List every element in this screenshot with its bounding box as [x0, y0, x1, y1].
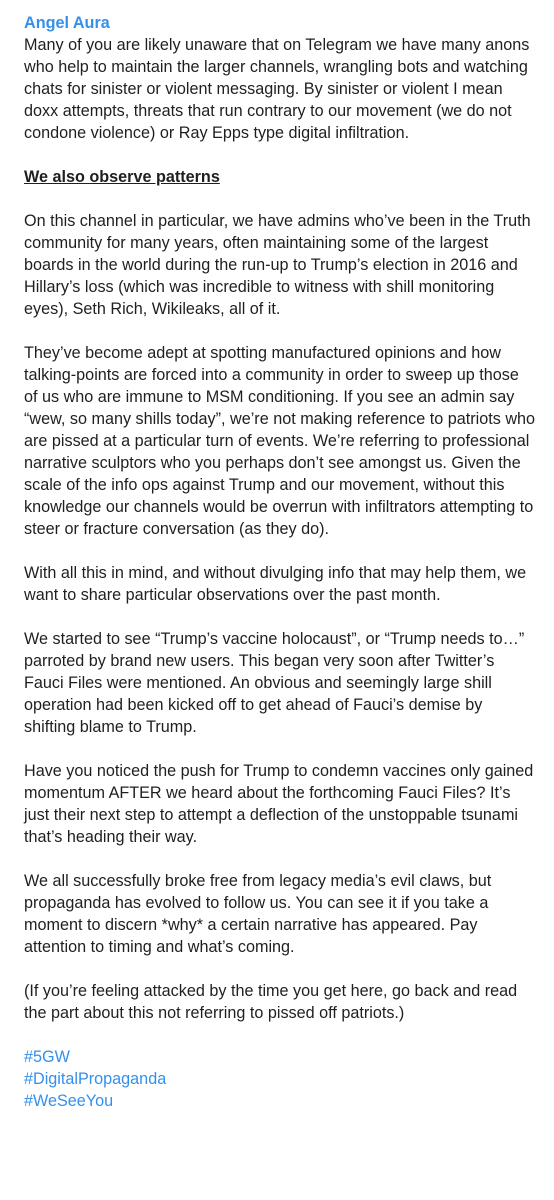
message-bubble: [24, 12, 536, 1112]
body-paragraph-6: We all successfully broke free from legacy media’s evil claws, but propaganda has evolved to follow us. You can see it if you take a moment to discern *why* a certain narrative has appeared. Pay attention to timing and what’s coming.: [24, 872, 492, 956]
section-heading: We also observe patterns: [24, 168, 220, 186]
intro-paragraph: Many of you are likely unaware that on Telegram we have many anons who help to maintain the larger channels, wrangling bots and watching chats for sinister or violent messaging. By sinister or violent I mean doxx attempts, threats that run contrary to our movement (we do not condone violence) or Ray Epps type digital infiltration.: [24, 36, 530, 142]
author-name[interactable]: Angel Aura: [24, 14, 110, 32]
body-paragraph-7: (If you’re feeling attacked by the time you get here, go back and read the part about this not referring to pissed off patriots.): [24, 982, 518, 1022]
body-paragraph-2: They’ve become adept at spotting manufactured opinions and how talking-points are forced into a community in order to sweep up those of us who are immune to MSM conditioning. If you see an admin say “wew, so many shills today”, we’re not making reference to patriots who are pissed at a particular turn of events. We’re referring to professional narrative sculptors who you perhaps don’t see amongst us. Given the scale of the info ops against Trump and our movement, without this knowledge our channels would be overrun with infiltrators attempting to steer or fracture conversation (as they do).: [24, 344, 536, 538]
hashtag-link[interactable]: #WeSeeYou: [24, 1092, 114, 1110]
hashtag-link[interactable]: #DigitalPropaganda: [24, 1070, 167, 1088]
body-paragraph-1: On this channel in particular, we have admins who’ve been in the Truth community for many years, often maintaining some of the largest boards in the world during the run-up to Trump’s election in 2016 and Hillary’s loss (which was incredible to witness with shill monitoring eyes), Seth Rich, Wikileaks, all of it.: [24, 212, 531, 318]
hashtag-link[interactable]: #5GW: [24, 1048, 70, 1066]
hashtag-list: [24, 1046, 536, 1112]
body-paragraph-5: Have you noticed the push for Trump to condemn vaccines only gained momentum AFTER we heard about the forthcoming Fauci Files? It’s just their next step to attempt a deflection of the unstoppable tsunami that’s heading their way.: [24, 762, 534, 846]
body-paragraph-3: With all this in mind, and without divulging info that may help them, we want to share particular observations over the past month.: [24, 564, 527, 604]
body-paragraph-4: We started to see “Trump’s vaccine holocaust”, or “Trump needs to…” parroted by brand new users. This began very soon after Twitter’s Fauci Files were mentioned. An obvious and seemingly large shill operation had been kicked off to get ahead of Fauci’s demise by shifting blame to Trump.: [24, 630, 525, 736]
